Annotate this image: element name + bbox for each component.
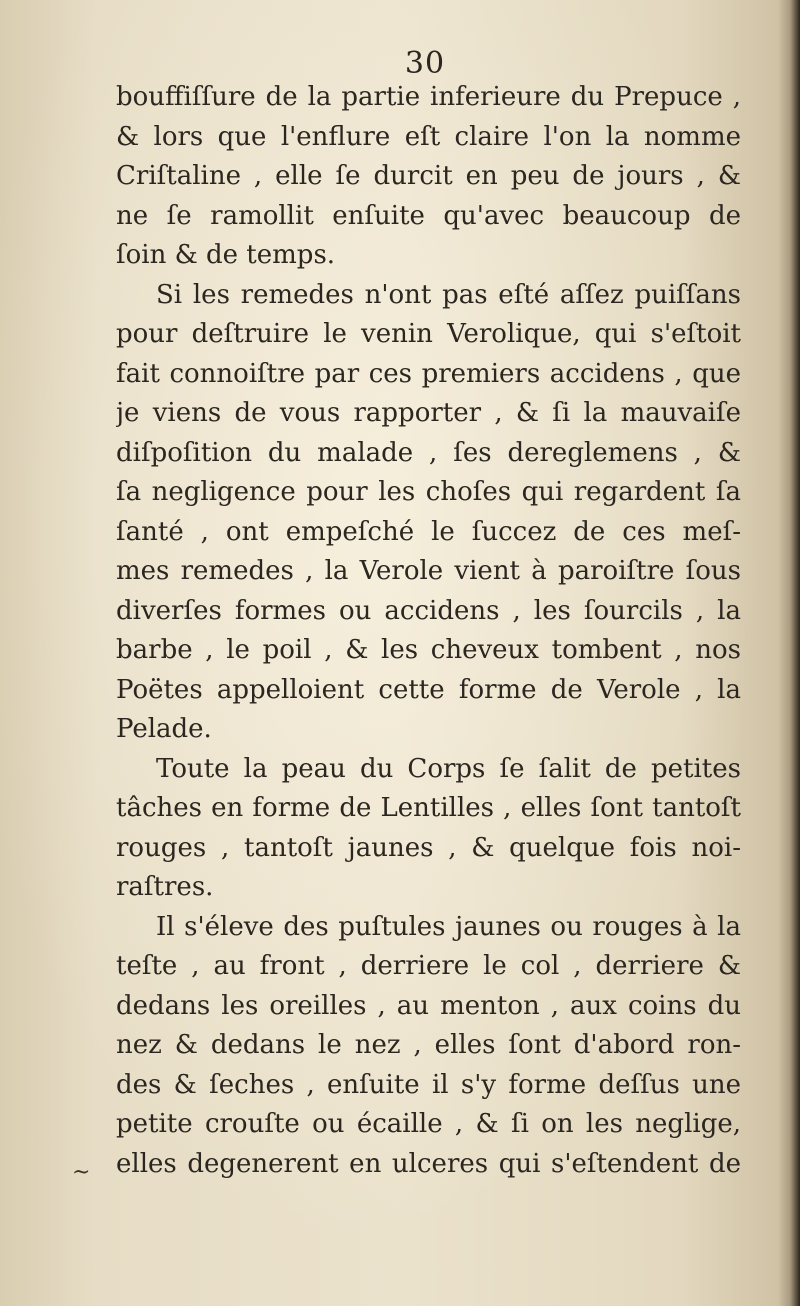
text-line: barbe , le poil , & les cheveux tombent , nos bbox=[116, 635, 741, 665]
text-line: ne ſe ramollit enſuite qu'avec beaucoup de bbox=[116, 200, 741, 231]
text-line: teſte , au front , derriere le col , derriere & bbox=[116, 951, 741, 981]
text-line: des & ſeches , enſuite il s'y forme deſſus une bbox=[116, 1069, 741, 1100]
body-text bbox=[116, 78, 741, 1184]
text-line: pour deſtruire le venin Verolique, qui s'eſtoit bbox=[116, 319, 741, 349]
text-line: ſanté , ont empeſché le ſuccez de ces meſ- bbox=[116, 516, 741, 547]
text-line: tâches en forme de Lentilles , elles ſont tantoſt bbox=[116, 793, 741, 823]
text-line: ſa negligence pour les choſes qui regardent ſa bbox=[116, 477, 741, 507]
text-line: diverſes formes ou accidens , les ſourcils , la bbox=[116, 595, 741, 626]
text-line: petite crouſte ou écaille , & ſi on les neglige, bbox=[116, 1109, 741, 1139]
text-line: Si les remedes n'ont pas eſté aſſez puiſſans bbox=[156, 279, 741, 310]
margin-mark: ~ bbox=[72, 1160, 91, 1185]
text-line: Poëtes appelloient cette forme de Verole , la bbox=[116, 674, 741, 705]
text-line: Criſtaline , elle ſe durcit en peu de jours , & bbox=[116, 161, 741, 191]
text-line: je viens de vous rapporter , & ſi la mauvaiſe bbox=[116, 398, 741, 428]
text-line: fait connoiſtre par ces premiers accidens , que bbox=[116, 358, 741, 389]
text-line: ſoin & de temps. bbox=[116, 240, 336, 270]
text-line: & lors que l'enflure eſt claire l'on la nomme bbox=[116, 121, 741, 152]
text-line: rouges , tantoſt jaunes , & quelque fois noi- bbox=[116, 832, 741, 863]
text-line: dedans les oreilles , au menton , aux coins du bbox=[116, 990, 741, 1021]
text-line: Il s'éleve des puſtules jaunes ou rouges à la bbox=[156, 911, 741, 942]
text-line: bouffiſſure de la partie inferieure du Prepuce , bbox=[116, 82, 741, 112]
text-line: mes remedes , la Verole vient à paroiſtre ſous bbox=[116, 556, 741, 586]
page-edge-shadow bbox=[778, 0, 800, 1306]
text-line: diſpoſition du malade , ſes dereglemens , & bbox=[116, 437, 741, 468]
page-number: 30 bbox=[404, 46, 446, 81]
text-line: Pelade. bbox=[116, 714, 212, 744]
text-line: Toute la peau du Corps ſe ſalit de petites bbox=[156, 753, 741, 784]
text-line: elles degenerent en ulceres qui s'eſtendent de bbox=[116, 1148, 741, 1179]
text-line: nez & dedans le nez , elles ſont d'abord ron- bbox=[116, 1030, 741, 1060]
text-line: raſtres. bbox=[116, 872, 214, 902]
